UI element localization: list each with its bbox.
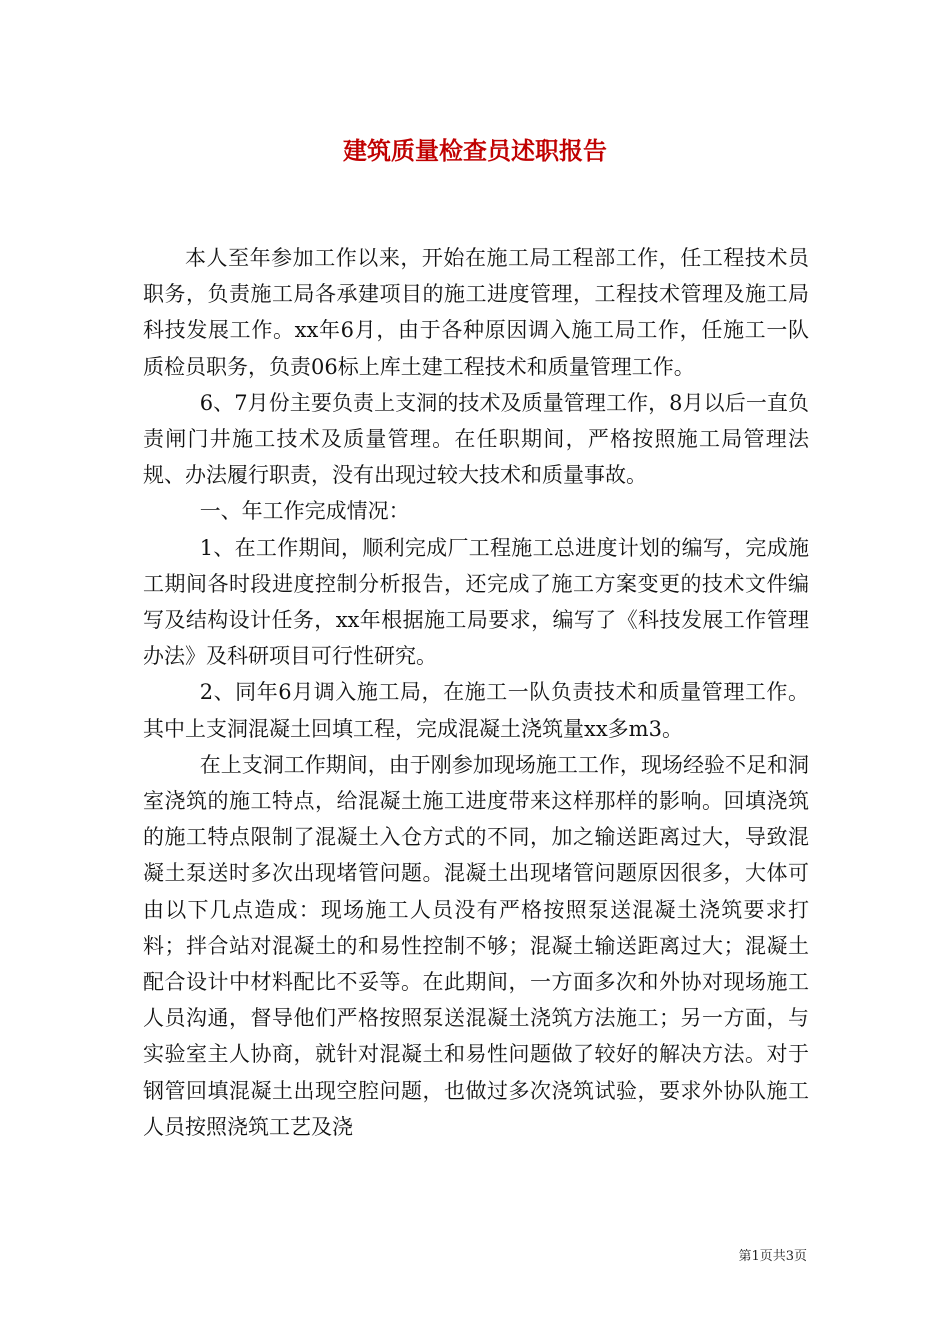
document-body xyxy=(143,240,809,1145)
document-title: 建筑质量检查员述职报告 xyxy=(343,136,607,165)
paragraph-item-2: 2、同年6月调入施工局，在施工一队负责技术和质量管理工作。其中上支洞混凝土回填工程，完成混凝土浇筑量xx多m3。 xyxy=(143,680,809,741)
paragraph-item-1: 1、在工作期间，顺利完成厂工程施工总进度计划的编写，完成施工期间各时段进度控制分析报告，还完成了施工方案变更的技术文件编写及结构设计任务，xx年根据施工局要求，编写了《科技发展工作管理办法》及科研项目可行性研究。 xyxy=(143,535,809,669)
paragraph-duties: 6、7月份主要负责上支洞的技术及质量管理工作，8月以后一直负责闸门井施工技术及质量管理。在任职期间，严格按照施工局管理法规、办法履行职责，没有出现过较大技术和质量事故。 xyxy=(143,390,809,488)
page-number-footer: 第1页共3页 xyxy=(738,1249,807,1264)
paragraph-intro: 本人至年参加工作以来，开始在施工局工程部工作，任工程技术员职务，负责施工局各承建项目的施工进度管理，工程技术管理及施工局科技发展工作。xx年6月，由于各种原因调入施工局工作，任施工一队质检员职务，负责06标上库土建工程技术和质量管理工作。 xyxy=(143,246,809,379)
paragraph-upper-tunnel: 在上支洞工作期间，由于刚参加现场施工工作，现场经验不足和洞室浇筑的施工特点，给混凝土施工进度带来这样那样的影响。回填浇筑的施工特点限制了混凝土入仓方式的不同，加之输送距离过大，导致混凝土泵送时多次出现堵管问题。混凝土出现堵管问题原因很多，大体可由以下几点造成：现场施工人员没有严格按照泵送混凝土浇筑要求打料；拌合站对混凝土的和易性控制不够；混凝土输送距离过大；混凝土配合设计中材料配比不妥等。在此期间，一方面多次和外协对现场施工人员沟通，督导他们严格按照泵送混凝土浇筑方法施工；另一方面，与实验室主人协商，就针对混凝土和易性问题做了较好的解决方法。对于钢管回填混凝土出现空腔问题，也做过多次浇筑试验，要求外协队施工人员按照浇筑工艺及浇 xyxy=(143,752,809,1139)
section-heading-work-completion: 一、年工作完成情况： xyxy=(199,499,410,524)
